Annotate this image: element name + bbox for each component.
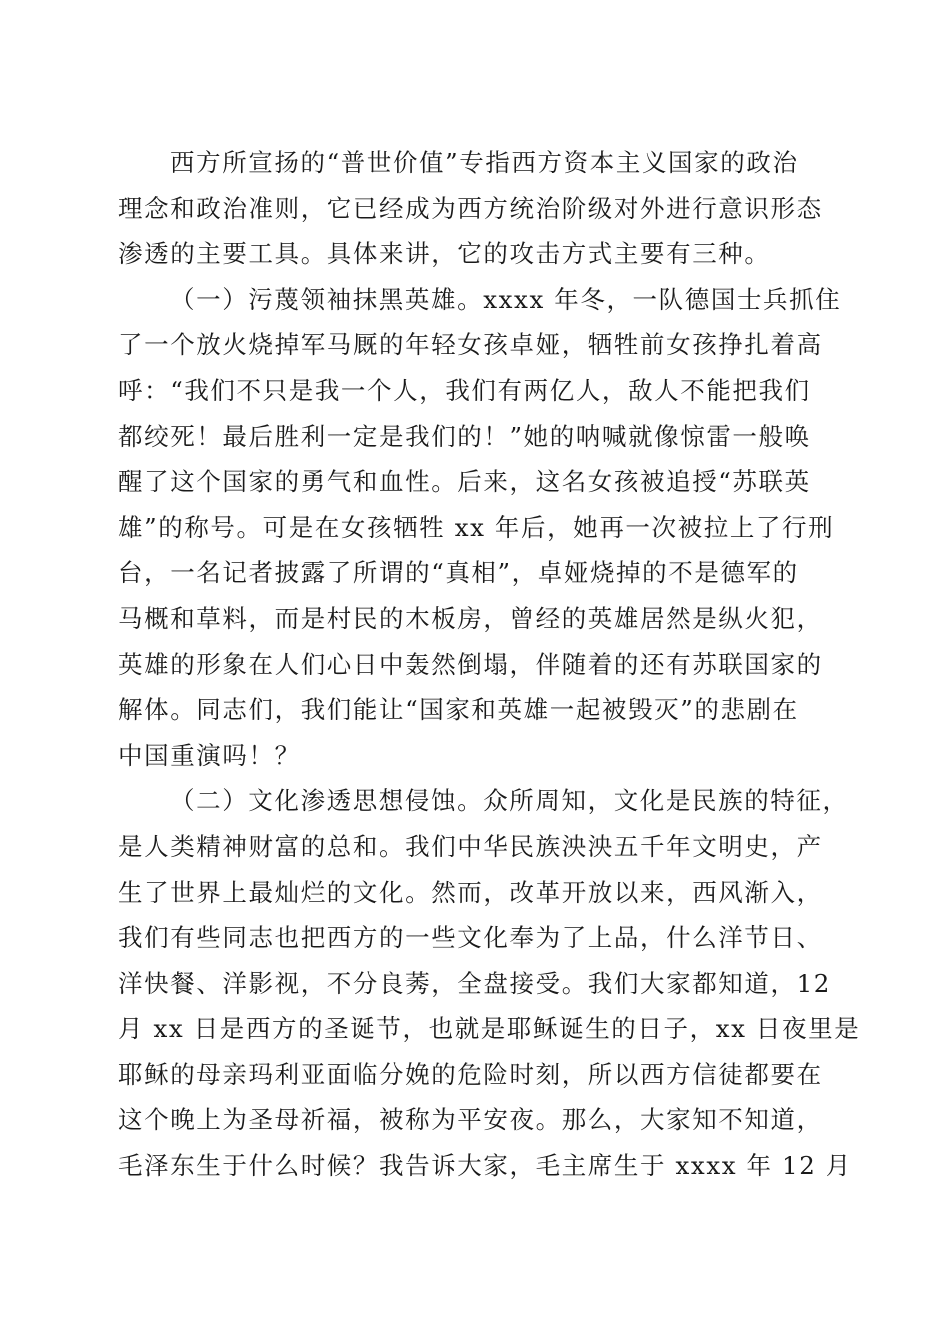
text-line: 醒了这个国家的勇气和血性。后来，这名女孩被追授“苏联英 [118,467,811,497]
text-line: （一）污蔑领袖抹黑英雄。xxxx 年冬，一队德国士兵抓住 [170,284,842,314]
text-line: 雄”的称号。可是在女孩牺牲 xx 年后，她再一次被拉上了行刑 [118,512,835,542]
text-line: 理念和政治准则，它已经成为西方统治阶级对外进行意识形态 [118,193,823,223]
text-line: 都绞死！最后胜利一定是我们的！”她的呐喊就像惊雷一般唤 [118,421,811,451]
text-line: 呼：“我们不只是我一个人，我们有两亿人，敌人不能把我们 [118,375,811,405]
text-line: 生了世界上最灿烂的文化。然而，改革开放以来，西风渐入， [118,877,823,907]
text-line: （二）文化渗透思想侵蚀。众所周知，文化是民族的特征， [170,786,849,816]
text-line: 渗透的主要工具。具体来讲，它的攻击方式主要有三种。 [118,239,771,269]
text-line: 月 xx 日是西方的圣诞节，也就是耶稣诞生的日子，xx 日夜里是 [118,1014,861,1044]
text-line: 我们有些同志也把西方的一些文化奉为了上品，什么洋节日、 [118,923,823,953]
text-line: 中国重演吗！？ [118,740,301,770]
text-line: 英雄的形象在人们心日中轰然倒塌，伴随着的还有苏联国家的 [118,649,823,679]
text-line: 洋快餐、洋影视，不分良莠，全盘接受。我们大家都知道，12 [118,968,831,998]
document-body [118,140,861,1189]
text-line: 耶稣的母亲玛利亚面临分娩的危险时刻，所以西方信徒都要在 [118,1059,823,1089]
text-line: 这个晚上为圣母祈福，被称为平安夜。那么，大家知不知道， [118,1105,823,1135]
text-line: 西方所宣扬的“普世价值”专指西方资本主义国家的政治 [170,148,799,177]
text-line: 毛泽东生于什么时候？我告诉大家，毛主席生于 xxxx 年 12 月 [118,1151,852,1181]
text-line: 是人类精神财富的总和。我们中华民族泱泱五千年文明史，产 [118,831,823,861]
text-line: 解体。同志们，我们能让“国家和英雄一起被毁灭”的悲剧在 [118,695,799,725]
text-line: 台，一名记者披露了所谓的“真相”，卓娅烧掉的不是德军的 [118,558,799,588]
text-line: 了一个放火烧掉军马厩的年轻女孩卓娅，牺牲前女孩挣扎着高 [118,330,823,360]
text-line: 马概和草料，而是村民的木板房，曾经的英雄居然是纵火犯， [118,603,823,633]
